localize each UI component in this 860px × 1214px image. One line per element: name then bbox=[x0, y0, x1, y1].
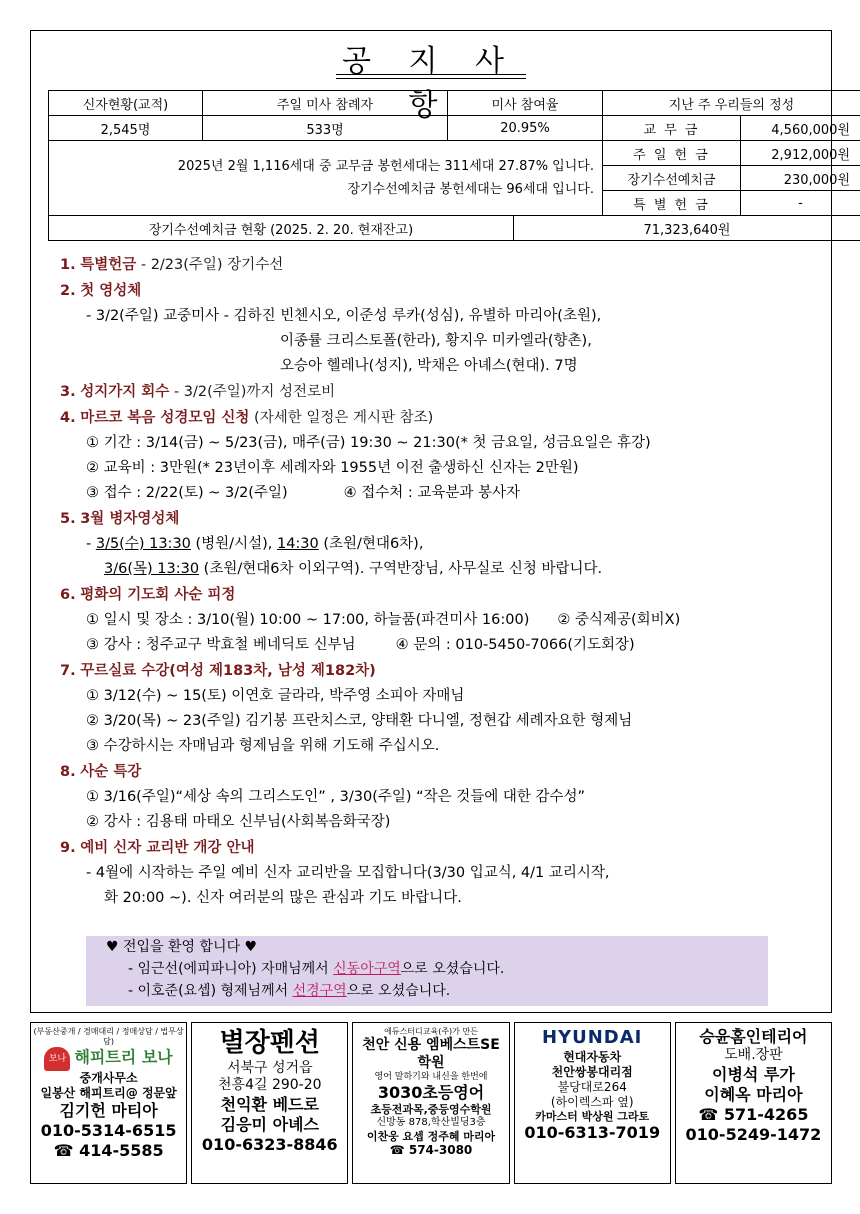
title-underline-1 bbox=[336, 74, 526, 75]
header-offerings: 지난 주 우리들의 정성 bbox=[603, 91, 860, 116]
ad-sub: 천안쌍봉대리점 bbox=[551, 1064, 633, 1079]
item-1: 1. 특별헌금 - 2/23(주일) 장기수선 bbox=[60, 257, 284, 273]
item-line: ① 기간 : 3/14(금) ~ 5/23(금), 매주(금) 19:30 ~ 21:30(* 첫 금요일, 성금요일은 휴강) bbox=[86, 435, 651, 451]
offering-value: 4,560,000원 bbox=[741, 116, 860, 141]
item-3: 3. 성지가지 회수 - 3/2(주일)까지 성전로비 bbox=[60, 384, 336, 400]
item-line: - 3/5(수) 13:30 (병원/시설), 14:30 (초원/현대6차), bbox=[86, 536, 424, 552]
ad-hyundai bbox=[514, 1022, 671, 1184]
ad-phone: 010-5249-1472 bbox=[685, 1124, 822, 1144]
value-rate: 20.95% bbox=[448, 116, 603, 141]
ad-tag: 영어 말하기와 내신을 한번에 bbox=[374, 1072, 488, 1082]
ad-brand: 해피트리 보나 bbox=[74, 1047, 173, 1067]
value-attendance: 533명 bbox=[203, 116, 448, 141]
ad-sub: 도배.장판 bbox=[724, 1047, 783, 1063]
ad-location: 불당대로264 bbox=[557, 1079, 627, 1094]
ad-phone: 010-6323-8846 bbox=[201, 1134, 338, 1154]
offering-label: 교 무 금 bbox=[603, 116, 741, 141]
ad-tag: 에듀스터디교육(주)가 만든 bbox=[384, 1027, 478, 1036]
ad-brand: 승윤홈인테리어 bbox=[699, 1027, 808, 1046]
item-6: 6. 평화의 기도회 사순 피정 bbox=[60, 587, 236, 603]
offering-value: 230,000원 bbox=[741, 166, 860, 191]
ad-person: 천익환 베드로 bbox=[220, 1094, 319, 1114]
ad-brand: 천안 신용 엠베스트SE 학원 bbox=[362, 1037, 500, 1071]
description-line: 2025년 2월 1,116세대 중 교무금 봉헌세대는 311세대 27.87% 입니다. bbox=[177, 159, 594, 174]
notice-items bbox=[60, 252, 820, 911]
item-line: 이종률 크리스토폴(한라), 황지우 미카엘라(향촌), bbox=[280, 333, 592, 349]
item-line: ③ 강사 : 청주교구 박효철 베네딕토 신부님 ④ 문의 : 010-5450-7066(기도회장) bbox=[86, 637, 635, 653]
ad-person: 김응미 아녜스 bbox=[220, 1114, 319, 1134]
ad-phone: ☎ 414-5585 bbox=[53, 1141, 164, 1160]
ad-pension bbox=[191, 1022, 348, 1184]
offering-value: - bbox=[741, 191, 860, 216]
item-line: 오승아 헬레나(성지), 박채은 아녜스(현대). 7명 bbox=[280, 358, 578, 374]
item-5: 5. 3월 병자영성체 bbox=[60, 511, 180, 527]
ad-sub: 중개사무소 bbox=[79, 1071, 138, 1085]
item-line: ① 3/12(수) ~ 15(토) 이연호 글라라, 박주영 소피아 자매님 bbox=[86, 688, 465, 704]
ad-interior bbox=[675, 1022, 832, 1184]
item-line: - 4월에 시작하는 주일 예비 신자 교리반을 모집합니다(3/30 입교식, 4/1 교리시작, bbox=[86, 865, 610, 881]
ad-person: 이병석 루가 bbox=[711, 1064, 795, 1084]
item-line: ① 3/16(주일)“세상 속의 그리스도인” , 3/30(주일) “작은 것들에 대한 감수성” bbox=[86, 789, 586, 805]
ad-phone: ☎ 571-4265 bbox=[698, 1104, 809, 1124]
item-line: 3/6(목) 13:30 (초원/현대6차 이외구역). 구역반장님, 사무실로 신청 바랍니다. bbox=[104, 561, 603, 577]
household-description bbox=[49, 141, 603, 216]
ad-phone: 010-6313-7019 bbox=[524, 1123, 661, 1143]
ad-sub: 현대자동차 bbox=[563, 1049, 622, 1064]
ad-phone: ☎ 574-3080 bbox=[389, 1143, 473, 1158]
item-9: 9. 예비 신자 교리반 개강 안내 bbox=[60, 840, 255, 856]
ad-person: 카마스터 박상원 그라토 bbox=[535, 1109, 650, 1123]
ad-location: 일봉산 해피트리@ 정문앞 bbox=[40, 1086, 177, 1100]
welcome-box bbox=[86, 936, 768, 1006]
ad-location: 천흥4길 290-20 bbox=[218, 1077, 322, 1093]
ad-happytree bbox=[30, 1022, 187, 1184]
description-line: 장기수선예치금 봉헌세대는 96세대 입니다. bbox=[347, 182, 594, 197]
item-7: 7. 꾸르실료 수강(여성 제183차, 남성 제182차) bbox=[60, 663, 376, 679]
item-line: ② 3/20(목) ~ 23(주일) 김기봉 프란치스코, 양태환 다니엘, 정현갑 세례자요한 형제님 bbox=[86, 713, 633, 729]
ad-brand: 별장펜션 bbox=[219, 1028, 321, 1058]
heart-logo-icon: 보나 bbox=[44, 1047, 70, 1071]
ad-sub: 초등전과목,중등영수학원 bbox=[370, 1103, 492, 1117]
offering-label: 주 일 헌 금 bbox=[603, 141, 741, 166]
offering-label: 특 별 헌 금 bbox=[603, 191, 741, 216]
fund-value: 71,323,640원 bbox=[514, 216, 860, 241]
header-rate: 미사 참여율 bbox=[448, 91, 603, 116]
ad-person: 이찬웅 요셉 정주혜 마리아 bbox=[366, 1129, 496, 1143]
welcome-line: - 이호준(요셉) 형제님께서 선경구역으로 오셨습니다. bbox=[128, 983, 451, 999]
welcome-heading: ♥ 전입을 환영 합니다 ♥ bbox=[106, 939, 258, 955]
welcome-line: - 임근선(에피파니아) 자매님께서 신동아구역으로 오셨습니다. bbox=[128, 961, 505, 977]
item-line: 화 20:00 ~). 신자 여러분의 많은 관심과 기도 바랍니다. bbox=[104, 890, 462, 906]
ad-tag: (부동산중개 / 경매대리 / 정매상담 / 법무상담) bbox=[33, 1027, 184, 1046]
ad-phone: 010-5314-6515 bbox=[40, 1121, 177, 1140]
item-line: ② 교육비 : 3만원(* 23년이후 세례자와 1955년 이전 출생하신 신자는 2만원) bbox=[86, 460, 579, 476]
item-8: 8. 사순 특강 bbox=[60, 764, 142, 780]
item-4: 4. 마르코 복음 성경모임 신청 (자세한 일정은 게시판 참조) bbox=[60, 410, 434, 426]
offering-value: 2,912,000원 bbox=[741, 141, 860, 166]
ad-location: (하이렉스파 옆) bbox=[550, 1094, 634, 1109]
offering-label: 장기수선예치금 bbox=[603, 166, 741, 191]
summary-table bbox=[48, 90, 860, 241]
ad-location: 서북구 성거읍 bbox=[227, 1059, 313, 1076]
ad-person: 이혜옥 마리아 bbox=[704, 1084, 803, 1104]
item-line: ③ 접수 : 2/22(토) ~ 3/2(주일) ④ 접수처 : 교육분과 봉사자 bbox=[86, 485, 521, 501]
ad-brand: 3030초등영어 bbox=[377, 1083, 485, 1103]
header-members: 신자현황(교적) bbox=[49, 91, 203, 116]
title-underline-2 bbox=[336, 78, 526, 79]
page-title: 공 지 사 항 bbox=[341, 44, 518, 123]
ad-person: 김기헌 마티아 bbox=[59, 1101, 158, 1120]
value-members: 2,545명 bbox=[49, 116, 203, 141]
ad-location: 신방동 878,학산빌딩3층 bbox=[376, 1117, 486, 1128]
item-line: ① 일시 및 장소 : 3/10(월) 10:00 ~ 17:00, 하늘품(파견미사 16:00) ② 중식제공(회비X) bbox=[86, 612, 681, 628]
header-attendance: 주일 미사 참례자 bbox=[203, 91, 448, 116]
fund-label: 장기수선예치금 현황 (2025. 2. 20. 현재잔고) bbox=[49, 216, 514, 241]
item-2: 2. 첫 영성체 bbox=[60, 283, 142, 299]
ad-strip bbox=[30, 1022, 832, 1184]
item-line: ③ 수강하시는 자매님과 형제님을 위해 기도해 주십시오. bbox=[86, 738, 440, 754]
item-line: ② 강사 : 김용태 마태오 신부님(사회복음화국장) bbox=[86, 814, 391, 830]
ad-academy bbox=[352, 1022, 509, 1184]
item-line: - 3/2(주일) 교중미사 - 김하진 빈첸시오, 이준성 루카(성심), 유별하 마리아(초원), bbox=[86, 308, 602, 324]
ad-brand: HYUNDAI bbox=[542, 1027, 643, 1048]
